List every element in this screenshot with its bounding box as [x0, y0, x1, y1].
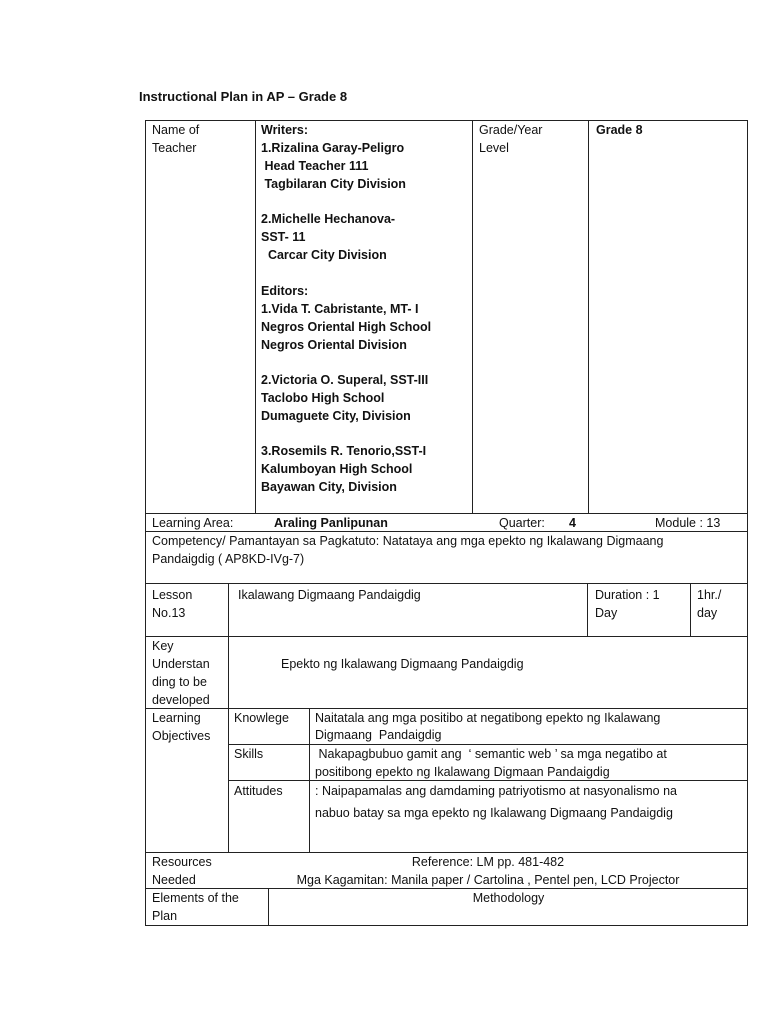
key-understanding-value: Epekto ng Ikalawang Digmaang Pandaigdig [281, 657, 524, 671]
writers-line: Writers: [261, 123, 309, 137]
resources-label-line-1: Resources [152, 855, 212, 869]
elements-label-line-1: Elements of the [152, 891, 239, 905]
col-divider [309, 708, 310, 852]
editors-line: Kalumboyan High School [261, 462, 413, 476]
editors-line: Negros Oriental High School [261, 320, 432, 334]
methodology-header: Methodology [472, 891, 545, 905]
lesson-label-line-1: Lesson [152, 588, 193, 602]
grade-label-line-2: Level [479, 141, 509, 155]
learning-area-label: Learning Area: [152, 516, 234, 530]
learning-area-value: Araling Panlipunan [274, 516, 388, 530]
writers-line: 1.Rizalina Garay-Peligro [261, 141, 405, 155]
writers-line: Carcar City Division [261, 248, 387, 262]
duration-value-line-2: day [697, 606, 718, 620]
module-number: Module : 13 [655, 516, 721, 530]
col-divider [255, 120, 256, 513]
teacher-label-line-2: Teacher [152, 141, 197, 155]
grade-label-line-1: Grade/Year [479, 123, 543, 137]
quarter-label: Quarter: [499, 516, 545, 530]
key-understanding-label: ding to be [152, 675, 207, 689]
objectives-label-line-2: Objectives [152, 729, 211, 743]
editors-line: 3.Rosemils R. Tenorio,SST-I [261, 444, 427, 458]
lesson-label-line-2: No.13 [152, 606, 186, 620]
objective-text-skills: positibong epekto ng Ikalawang Digmaan Pandaigdig [315, 765, 610, 779]
editors-line: Negros Oriental Division [261, 338, 407, 352]
editors-line: Editors: [261, 284, 309, 298]
competency-line-1: Competency/ Pamantayan sa Pagkatuto: Natataya ang mga epekto ng Ikalawang Digmaang [152, 534, 664, 548]
row-divider [145, 636, 748, 637]
row-divider [145, 583, 748, 584]
teacher-label-line-1: Name of [152, 123, 200, 137]
key-understanding-label: Key [152, 639, 174, 653]
objective-domain-attitudes: Attitudes [234, 784, 283, 798]
objective-domain-knowledge: Knowlege [234, 711, 289, 725]
col-divider [472, 120, 473, 513]
grade-value: Grade 8 [596, 123, 643, 137]
col-divider [588, 120, 589, 513]
elements-label-line-2: Plan [152, 909, 178, 923]
objective-text-attitudes: nabuo batay sa mga epekto ng Ikalawang Digmaang Pandaigdig [315, 806, 673, 820]
objective-text-skills: Nakapagbubuo gamit ang ‘ semantic web ’ sa mga negatibo at [315, 747, 667, 761]
editors-line: Taclobo High School [261, 391, 385, 405]
reference-text: Reference: LM pp. 481-482 [411, 855, 565, 869]
editors-line: 2.Victoria O. Superal, SST-III [261, 373, 429, 387]
key-understanding-label: developed [152, 693, 210, 707]
editors-line: Dumaguete City, Division [261, 409, 411, 423]
objective-domain-skills: Skills [234, 747, 264, 761]
editors-line: Bayawan City, Division [261, 480, 397, 494]
resources-label-line-2: Needed [152, 873, 196, 887]
objective-text-attitudes: : Naipapamalas ang damdaming patriyotismo at nasyonalismo na [315, 784, 677, 798]
objective-text-knowledge: Digmaang Pandaigdig [315, 728, 442, 742]
quarter-value: 4 [569, 516, 576, 530]
col-divider [228, 583, 229, 852]
objectives-label-line-1: Learning [152, 711, 201, 725]
lesson-title: Ikalawang Digmaang Pandaigdig [238, 588, 421, 602]
key-understanding-label: Understan [152, 657, 210, 671]
col-divider [587, 583, 588, 636]
writers-line: 2.Michelle Hechanova- [261, 212, 396, 226]
writers-line: SST- 11 [261, 230, 306, 244]
editors-line: 1.Vida T. Cabristante, MT- I [261, 302, 419, 316]
duration-label-line-2: Day [595, 606, 618, 620]
page-title: Instructional Plan in AP – Grade 8 [139, 89, 348, 104]
materials-text: Mga Kagamitan: Manila paper / Cartolina , Pentel pen, LCD Projector [296, 873, 680, 887]
col-divider [690, 583, 691, 636]
competency-line-2: Pandaigdig ( AP8KD-IVg-7) [152, 552, 305, 566]
writers-line: Tagbilaran City Division [261, 177, 406, 191]
writers-line: Head Teacher 111 [261, 159, 369, 173]
duration-value-line-1: 1hr./ [697, 588, 722, 602]
duration-label-line-1: Duration : 1 [595, 588, 660, 602]
objective-text-knowledge: Naitatala ang mga positibo at negatibong epekto ng Ikalawang [315, 711, 661, 725]
